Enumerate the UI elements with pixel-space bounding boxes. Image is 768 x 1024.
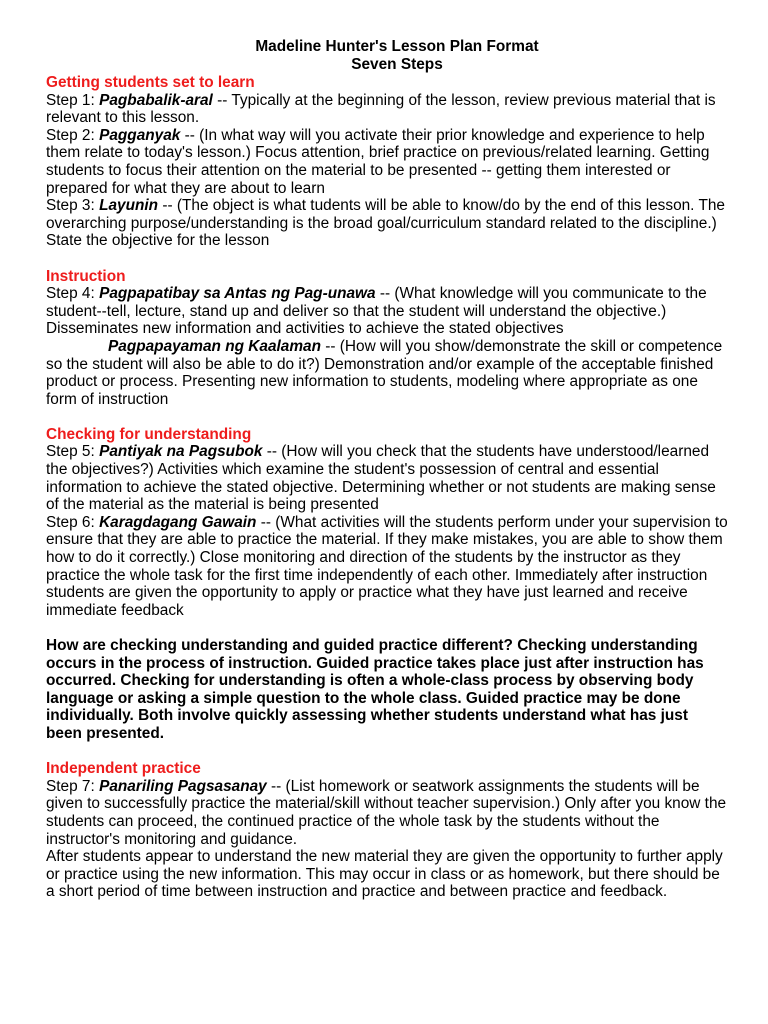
- step-prefix: Step 5:: [46, 443, 100, 461]
- section-independent: [46, 760, 728, 901]
- step-label: Pagpapatibay sa Antas ng Pag-unawa: [99, 285, 376, 303]
- spacer: [46, 408, 728, 426]
- indent: [46, 338, 108, 355]
- section-heading: Checking for understanding: [46, 425, 252, 443]
- step-5: [46, 443, 728, 513]
- step-prefix: Step 3:: [46, 197, 100, 215]
- step-1: [46, 92, 728, 127]
- title-block: [46, 38, 728, 74]
- step-text: -- (List homework or seatwork assignments the students will be given to successfully practice the material/skill without teacher supervision.) Only after you know the students can proceed, the continued practice of the whole task by the students without the instructor's monitoring and guidance.: [46, 777, 727, 848]
- step-4: [46, 285, 728, 338]
- step-label: Pagpapayaman ng Kaalaman: [108, 337, 321, 355]
- document-title: Madeline Hunter's Lesson Plan Format: [255, 38, 539, 55]
- step-prefix: Step 6:: [46, 513, 100, 531]
- step-label: Panariling Pagsasanay: [99, 777, 267, 795]
- step-label: Karagdagang Gawain: [99, 513, 257, 531]
- document-subtitle: Seven Steps: [351, 56, 443, 73]
- step-prefix: Step 4:: [46, 285, 100, 303]
- step-text: -- Typically at the beginning of the lesson, review previous material that is relevant to this lesson.: [46, 91, 716, 127]
- step-label: Pagganyak: [99, 126, 181, 144]
- section-getting-set: [46, 74, 728, 250]
- spacer: [46, 250, 728, 268]
- section-checking: [46, 426, 728, 620]
- after-paragraph: After students appear to understand the new material they are given the opportunity to further apply or practice using the new information. This may occur in class or as homework, but there should be a short period of time between instruction and practice and between practice and feedback.: [46, 848, 723, 901]
- step-label: Pagbabalik-aral: [99, 91, 213, 109]
- difference-paragraph: How are checking understanding and guided practice different? Checking understanding occurs in the process of instruction. Guided practice takes place just after instruction has occurred. Checking for understanding is often a whole-class process by observing body language or asking a simple question to the whole class. Guided practice may be done individually. Both involve quickly assessing whether students understand what has just been presented.: [46, 637, 704, 742]
- step-prefix: Step 1:: [46, 91, 100, 109]
- section-instruction: [46, 268, 728, 409]
- step-7: [46, 778, 728, 848]
- step-prefix: Step 2:: [46, 126, 100, 144]
- step-text: -- (What activities will the students perform under your supervision to ensure that they are able to practice the material. If they make mistakes, you are able to show them how to do it correctly.) Close monitoring and direction of the students by the instructor as they practice the whole task for the first time independently of each other. Immediately after instruction students are given the opportunity to apply or practice what they have just learned and receive immediate feedback: [46, 513, 728, 619]
- section-heading: Independent practice: [46, 760, 201, 778]
- section-heading: Getting students set to learn: [46, 74, 255, 91]
- step-4-sub: [46, 338, 728, 408]
- step-text: -- (What knowledge will you communicate to the student--tell, lecture, stand up and deliver so that the student will understand the objective.) Disseminates new information and activities to achieve the stated objectives: [46, 285, 707, 338]
- step-text: -- (How will you check that the students have understood/learned the objectives?) Activities which examine the student's possession of central and essential information to achieve the stated objective. Determining whether or not students are making sense of the material as the material is being presented: [46, 443, 716, 514]
- step-text: -- (How will you show/demonstrate the skill or competence so the student will also be able to do it?) Demonstration and/or example of the acceptable finished product or process. Presenting new information to students, modeling where appropriate as one form of instruction: [46, 337, 723, 408]
- step-3: [46, 197, 728, 250]
- spacer: [46, 619, 728, 637]
- step-label: Pantiyak na Pagsubok: [99, 443, 263, 461]
- step-text: -- (The object is what tudents will be able to know/do by the end of this lesson. The overarching purpose/understanding is the broad goal/curriculum standard related to the discipline.) State the objective for the lesson: [46, 197, 725, 250]
- step-6: [46, 514, 728, 620]
- spacer: [46, 743, 728, 761]
- step-prefix: Step 7:: [46, 777, 100, 795]
- step-text: -- (In what way will you activate their prior knowledge and experience to help them relate to today's lesson.) Focus attention, brief practice on previous/related learning. Getting students to focus their attention on the material to be presented -- getting them interested or prepared for what they are about to learn: [46, 126, 710, 197]
- section-heading: Instruction: [46, 267, 126, 285]
- step-2: [46, 127, 728, 197]
- step-label: Layunin: [99, 197, 159, 215]
